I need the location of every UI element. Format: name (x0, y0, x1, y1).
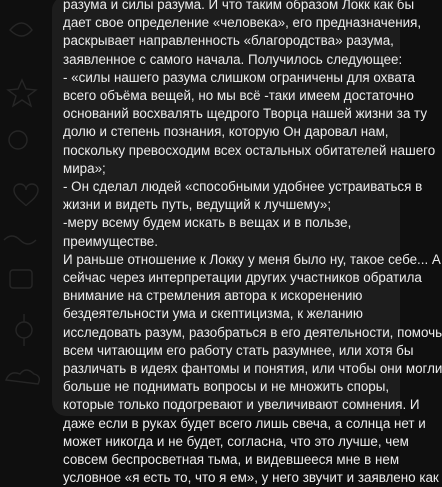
message-line: преимуществе. (63, 233, 158, 249)
message-line: оснований восхвалять щедрого Творца нашей жизни за ту (63, 106, 428, 122)
message-line: мира»; (63, 160, 106, 176)
doodle-flower-icon (16, 314, 32, 346)
message-line: различать в идеях фантомы и понятия, или чтобы они могли (63, 361, 442, 377)
doodle-gift-icon (10, 270, 32, 288)
message-line: исследовать разум, разобраться в его деятельности, помочь (63, 324, 442, 340)
message-line: - «силы нашего разума слишком ограничены для охвата (63, 69, 415, 85)
message-line: даже если в руках будет всего лишь свеча, а солнца нет и (63, 415, 426, 431)
message-line: которые только подогревают и увеличивают сомнения. И (63, 397, 420, 413)
doodle-star-icon (8, 80, 36, 106)
doodle-heart-icon (14, 184, 38, 206)
doodle-cloud-icon (6, 370, 39, 384)
message-line: поскольку превосходим всех остальных обитателей нашего (63, 142, 436, 158)
message-line: больше не поднимать вопросы и не множить споры, (63, 379, 390, 395)
message-line: разума и силы разума. И что таким образом Локк как бы (63, 0, 415, 12)
message-line: всего объёма вещей, но мы всё -таки имеем достаточно (63, 88, 414, 104)
message-line: условное «я есть то, что я ем», у него звучит и заявлено как (63, 470, 439, 486)
message-line: всем читающим его работу стать разумнее, или хотя бы (63, 342, 414, 358)
message-line: жизни и видеть путь, ведущий к лучшему»; (63, 197, 332, 213)
message-line: дает свое определение «человека», его предназначения, (63, 15, 422, 31)
message-line: может никогда и не будет, согласна, что это лучше, чем (63, 433, 409, 449)
doodle-circle-icon (9, 131, 27, 149)
doodle-wave-icon (4, 236, 36, 244)
message-line: раскрывает направленность «благородства» разума, (63, 33, 394, 49)
message-line: И раньше отношение к Локку у меня было ну, такое себе... А (63, 251, 441, 267)
message-line: сейчас через интерпретации других участников обратила (63, 270, 422, 286)
message-bubble[interactable] (52, 0, 442, 486)
message-line: заявленное с самого начала. Получилось следующее: (63, 51, 403, 67)
message-line: внимание на стремления автора к искоренению (63, 288, 363, 304)
message-line: долю и степень познания, которую Он даровал нам, (63, 124, 389, 140)
message-line: - Он сделал людей «способными удобнее устраиваться в (63, 179, 423, 195)
doodle-leaf-icon (10, 23, 32, 36)
message-line: бездеятельности ума и скептицизма, к желанию (63, 306, 363, 322)
message-line: совсем беспросветная тьма, и видевшееся мне в нем (63, 452, 400, 468)
message-text (63, 0, 442, 487)
message-line: -меру всему будем искать в вещах и в пользе, (63, 215, 352, 231)
